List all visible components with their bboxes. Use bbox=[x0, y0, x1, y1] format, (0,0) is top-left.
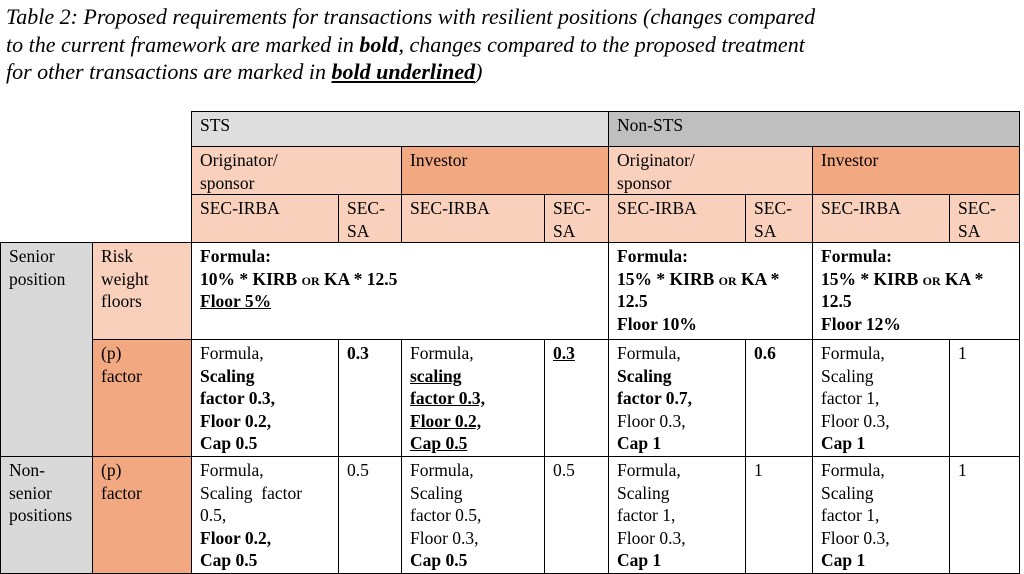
sts-investor-sa-p: 0.5 bbox=[545, 457, 609, 574]
label-p-factor: (p) factor bbox=[93, 457, 192, 574]
caption-text: for other transactions are marked in bbox=[6, 59, 332, 84]
caption-line-1: Table 2: Proposed requirements for transactions with resilient positions (changes compared bbox=[6, 4, 816, 29]
header-non-sts: Non-STS bbox=[609, 112, 1020, 147]
caption-bold-word: bold bbox=[359, 31, 399, 57]
caption-text: to the current framework are marked in bbox=[6, 31, 360, 57]
header-sec-sa: SEC- SA bbox=[339, 195, 402, 243]
sts-investor-irba-p: Formula, scaling factor 0.3, Floor 0.2, Cap 0.5 bbox=[402, 340, 545, 457]
header-sec-sa: SEC- SA bbox=[950, 195, 1020, 243]
sts-originator-sa-p: 0.5 bbox=[339, 457, 402, 574]
sts-originator-irba-p: Formula, Scaling factor 0.5, Floor 0.2, Cap 0.5 bbox=[192, 457, 339, 574]
row-senior-p-factor bbox=[1, 340, 1020, 457]
non-sts-originator-irba-p: Formula, Scaling factor 0.7, Floor 0.3, Cap 1 bbox=[609, 340, 746, 457]
header-sec-irba: SEC-IRBA bbox=[609, 195, 746, 243]
sts-originator-sa-p: 0.3 bbox=[339, 340, 402, 457]
header-sec-irba: SEC-IRBA bbox=[813, 195, 950, 243]
header-sts: STS bbox=[192, 112, 609, 147]
header-sec-irba: SEC-IRBA bbox=[402, 195, 545, 243]
label-risk-weight-floors: Risk weight floors bbox=[93, 243, 192, 340]
non-sts-originator-sa-p: 0.6 bbox=[746, 340, 813, 457]
header-blank bbox=[1, 112, 192, 243]
header-sec-sa: SEC- SA bbox=[746, 195, 813, 243]
non-sts-originator-rw-formula: Formula: 15% * KIRB or KA * 12.5 Floor 10% bbox=[609, 243, 813, 340]
row-non-senior-p-factor bbox=[1, 457, 1020, 574]
label-p-factor: (p) factor bbox=[93, 340, 192, 457]
header-sec-sa: SEC- SA bbox=[545, 195, 609, 243]
sts-rw-formula: Formula: 10% * KIRB or KA * 12.5 Floor 5% bbox=[192, 243, 609, 340]
header-sts-originator: Originator/ sponsor bbox=[192, 147, 402, 195]
label-non-senior-positions: Non- senior positions bbox=[1, 457, 93, 574]
sts-originator-irba-p: Formula, Scaling factor 0.3, Floor 0.2, Cap 0.5 bbox=[192, 340, 339, 457]
label-senior-position: Senior position bbox=[1, 243, 93, 457]
requirements-table bbox=[0, 111, 1020, 574]
caption-line-3 bbox=[6, 58, 1018, 86]
caption-line-2 bbox=[6, 31, 1018, 59]
header-row-framework bbox=[1, 112, 1020, 147]
header-non-originator: Originator/ sponsor bbox=[609, 147, 813, 195]
caption-text: , changes compared to the proposed treatment bbox=[398, 31, 805, 57]
sts-investor-irba-p: Formula, Scaling factor 0.5, Floor 0.3, Cap 0.5 bbox=[402, 457, 545, 574]
caption-text: ) bbox=[475, 59, 483, 84]
header-sec-irba: SEC-IRBA bbox=[192, 195, 339, 243]
row-senior-rw-floors bbox=[1, 243, 1020, 340]
table-caption bbox=[6, 3, 1018, 86]
caption-bold-underlined: bold underlined bbox=[331, 59, 476, 84]
non-sts-originator-sa-p: 1 bbox=[746, 457, 813, 574]
non-sts-investor-sa-p: 1 bbox=[950, 340, 1020, 457]
non-sts-investor-irba-p: Formula, Scaling factor 1, Floor 0.3, Cap 1 bbox=[813, 340, 950, 457]
header-sts-investor: Investor bbox=[402, 147, 609, 195]
header-non-investor: Investor bbox=[813, 147, 1020, 195]
non-sts-originator-irba-p: Formula, Scaling factor 1, Floor 0.3, Cap 1 bbox=[609, 457, 746, 574]
non-sts-investor-irba-p: Formula, Scaling factor 1, Floor 0.3, Cap 1 bbox=[813, 457, 950, 574]
non-sts-investor-rw-formula: Formula: 15% * KIRB or KA * 12.5 Floor 12% bbox=[813, 243, 1020, 340]
sts-investor-sa-p: 0.3 bbox=[545, 340, 609, 457]
non-sts-investor-sa-p: 1 bbox=[950, 457, 1020, 574]
